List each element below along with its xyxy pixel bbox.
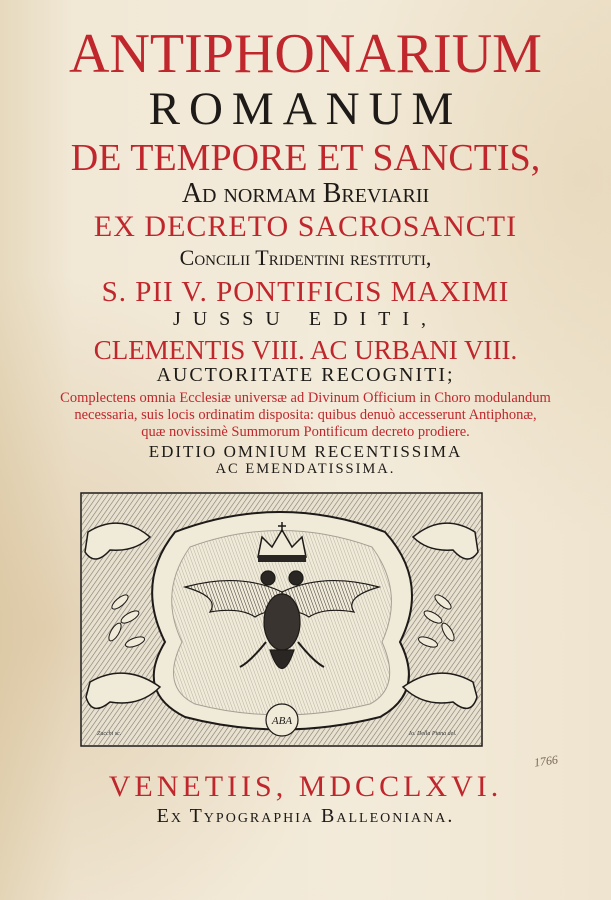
imprint-place-date: VENETIIS, MDCCLXVI. bbox=[108, 770, 503, 803]
title-auctoritate: AUCTORITATE RECOGNITI; bbox=[156, 364, 455, 386]
title-concilii: Concilii Tridentini restituti, bbox=[179, 245, 432, 270]
title-de-tempore: DE TEMPORE ET SANCTIS, bbox=[70, 137, 541, 179]
title-antiphonarium: ANTIPHONARIUM bbox=[69, 23, 542, 85]
monogram bbox=[266, 704, 298, 736]
description-line-1: Complectens omnia Ecclesiæ universæ ad Divinum Officium in Choro modulandum bbox=[60, 390, 551, 406]
imprint-printer: Ex Typographia Balleoniana. bbox=[156, 805, 455, 827]
handwritten-year: 1766 bbox=[533, 752, 559, 770]
edition-statement: EDITIO OMNIUM RECENTISSIMA bbox=[148, 442, 463, 461]
description-line-2: necessaria, suis locis ordinatim disposita: quibus denuò accesserunt Antiphonæ, bbox=[74, 407, 537, 423]
edition-statement-2: AC EMENDATISSIMA. bbox=[215, 461, 396, 477]
title-clementis: CLEMENTIS VIII. AC URBANI VIII. bbox=[93, 335, 518, 365]
monogram-text: ABA bbox=[271, 715, 293, 727]
description-line-3: quæ novissimè Summorum Pontificum decreto prodiere. bbox=[141, 424, 470, 440]
title-romanum: ROMANUM bbox=[148, 83, 463, 135]
designer-credit: Io. Della Piana del. bbox=[409, 731, 457, 737]
title-pii-v: S. PII V. PONTIFICIS MAXIMI bbox=[101, 276, 510, 308]
coat-of-arms-engraving bbox=[80, 492, 483, 747]
title-ex-decreto: EX DECRETO SACROSANCTI bbox=[93, 210, 518, 243]
engraver-credit: Zucchi sc. bbox=[97, 731, 122, 737]
title-jussu-editi: JUSSU EDITI, bbox=[172, 308, 439, 330]
title-ad-normam: Ad normam Breviarii bbox=[181, 178, 430, 209]
